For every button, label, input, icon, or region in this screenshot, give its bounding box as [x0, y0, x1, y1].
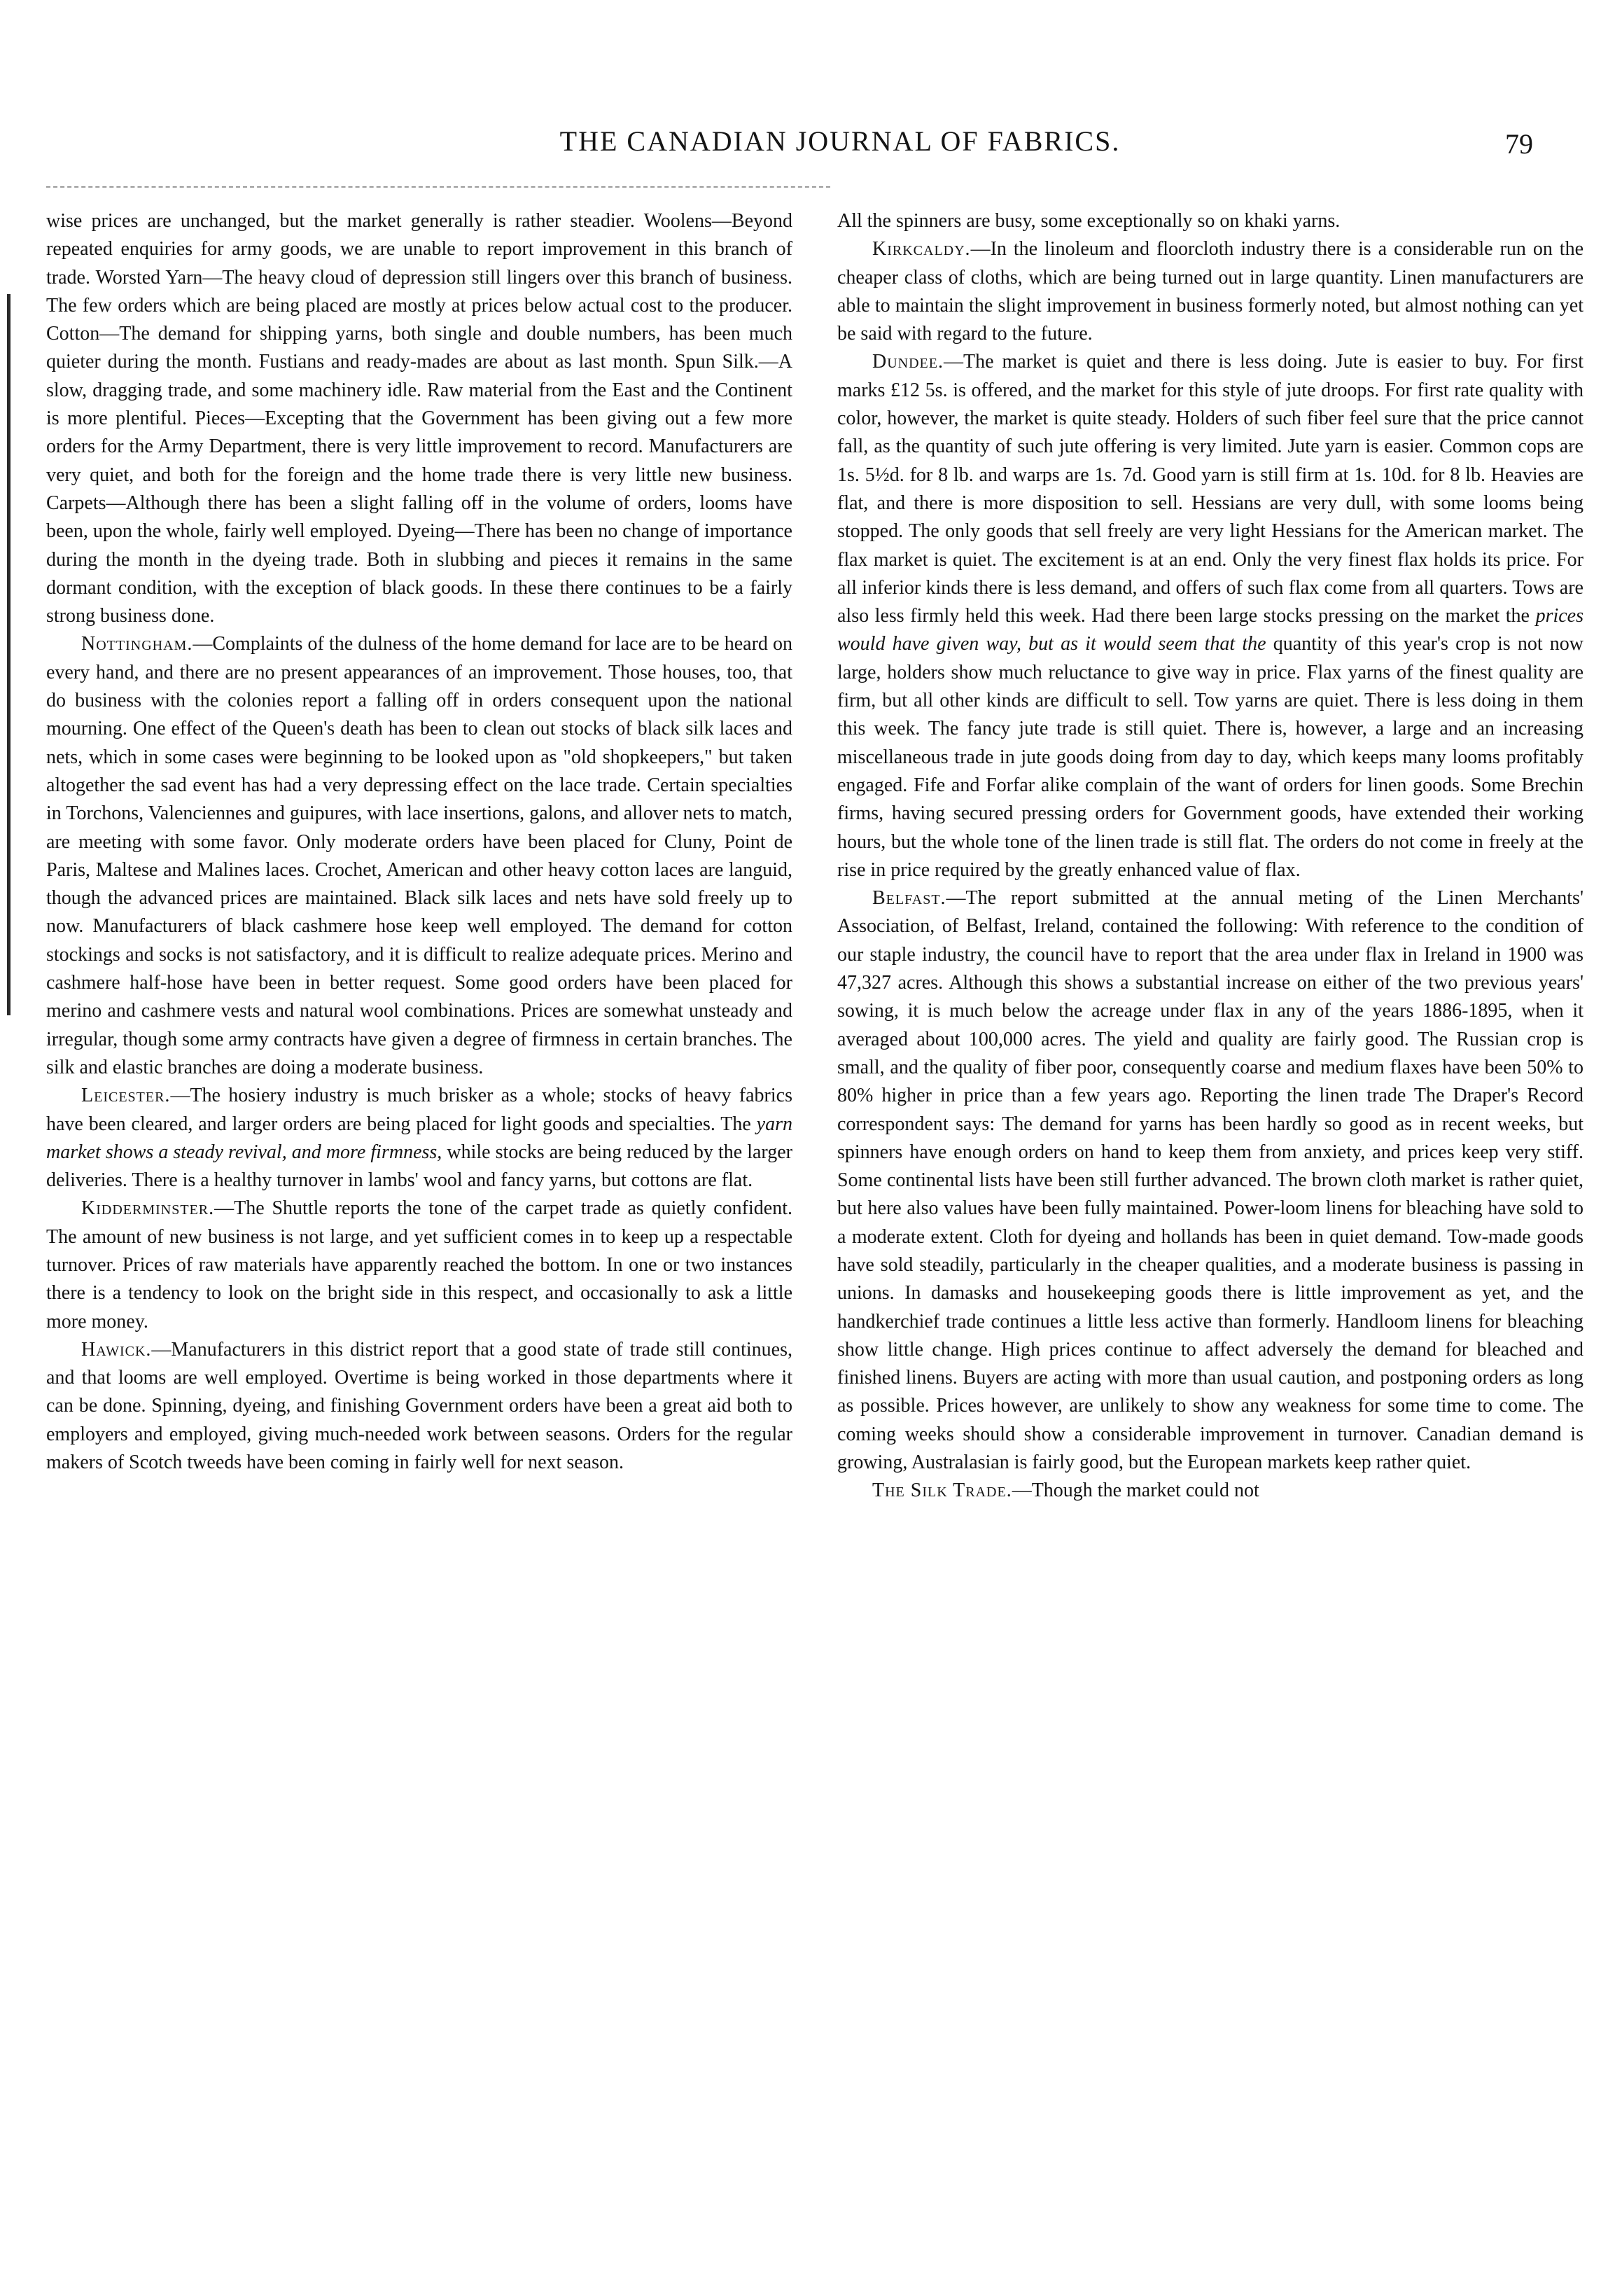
section-heading-nottingham: Nottingham.	[81, 633, 193, 655]
section-heading-leicester: Leicester.	[81, 1085, 171, 1107]
paragraph-italic: yarn market shows a steady revival, and more firmness,	[46, 1113, 792, 1163]
paragraph-kidderminster	[46, 1195, 792, 1335]
paragraph-body: —Though the market could not	[1012, 1480, 1259, 1502]
paragraph-hawick	[46, 1336, 792, 1477]
paragraph-italic: prices would have given way, but as it would seem that the	[837, 605, 1583, 655]
right-column	[837, 207, 1583, 2280]
paragraph-belfast	[837, 884, 1583, 1477]
header-rule	[46, 186, 830, 188]
paragraph-body: —The hosiery industry is much brisker as a whole; stocks of heavy fabrics have been cleared, and larger orders are being placed for light goods and specialties. The	[46, 1085, 792, 1135]
paragraph-body: —Complaints of the dulness of the home demand for lace are to be heard on every hand, and there are no present appearances of an improvement. Those houses, too, that do business with the colonies report a falling off in orders consequent upon the national mourning. One effect of the Queen's death has been to clean out stocks of black silk laces and nets, which in some cases were beginning to be looked upon as "old shopkeepers," but taken altogether the sad event has had a very depressing effect on the lace trade. Certain specialties in Torchons, Valenciennes and guipures, with lace insertions, galons, and allover nets to match, are meeting with some favor. Only moderate orders have been placed for Cluny, Point de Paris, Maltese and Malines laces. Crochet, American and other heavy cotton laces are languid, though the advanced prices are maintained. Black silk laces and nets have sold freely up to now. Manufacturers of black cashmere hose keep well employed. The demand for cotton stockings and socks is not satisfactory, and it is difficult to realize adequate prices. Merino and cashmere half-hose have been in better request. Some good orders have been placed for merino and cashmere vests and natural wool combinations. Prices are somewhat unsteady and irregular, though some army contracts have given a degree of firmness in certain branches. The silk and elastic branches are doing a moderate business.	[46, 633, 792, 1078]
paragraph-body: —In the linoleum and floorcloth industry there is a considerable run on the cheaper class of cloths, which are being turned out in large quantity. Linen manufacturers are able to maintain the slight improvement in business formerly noted, but almost nothing can yet be said with regard to the future.	[837, 238, 1583, 345]
section-heading-kirkcaldy: Kirkcaldy.	[872, 238, 971, 260]
paragraph-silk-trade	[837, 1477, 1583, 1505]
paragraph-body: —The report submitted at the annual meting of the Linen Merchants' Association, of Belfast, Ireland, contained the following: With reference to the condition of our staple industry, the council have to report that the area under flax in Ireland in 1900 was 47,327 acres. Although this shows a substantial increase on either of the two previous years' sowing, it is much below the acreage under flax in any of the years 1886-1895, when it averaged about 100,000 acres. The yield and quality are fairly good. The Russian crop is small, and the quality of fiber poor, consequently coarse and medium flaxes have been 50% to 80% higher in price than a few years ago. Reporting the linen trade The Draper's Record correspondent says: The demand for yarns has been hardly so good as in recent weeks, but spinners have enough orders on hand to keep them from anxiety, and prices keep very stiff. Some continental lists have been still further advanced. The brown cloth market is rather quiet, but here also values have been fully maintained. Power-loom linens for bleaching have sold to a moderate extent. Cloth for dyeing and hollands has been in quiet demand. Tow-made goods have sold steadily, particularly in the cheaper qualities, and a moderate business is passing in unions. In damasks and housekeeping goods there is little improvement as yet, and the handkerchief trade continues a little less active than formerly. Handloom linens for bleaching show little change. High prices continue to affect adversely the demand for bleached and finished linens. Buyers are acting with more than usual caution, and postponing orders as long as possible. Prices however, are unlikely to show any weakness for some time to come. The coming weeks should show a considerable improvement in turnover. Canadian demand is growing, Australasian is fairly good, but the European markets keep rather quiet.	[837, 887, 1583, 1474]
running-title: THE CANADIAN JOURNAL OF FABRICS.	[559, 125, 1121, 157]
section-heading-belfast: Belfast.	[872, 887, 946, 910]
paragraph-body: —The Shuttle reports the tone of the carpet trade as quietly confident. The amount of new business is not large, and yet sufficient comes in to keep up a respectable turnover. Prices of raw materials have apparently reached the bottom. In one or two instances there is a tendency to look on the bright side in this respect, and occasionally to ask a little more money.	[46, 1197, 792, 1333]
paragraph-nottingham	[46, 630, 792, 1082]
paragraph-body: quantity of this year's crop is not now large, holders show much reluctance to give way in price. Flax yarns of the finest quality are firm, but all other kinds are difficult to sell. Tow yarns are quiet. There is less doing in them this week. The fancy jute trade is still quiet. There is, however, a large and an increasing miscellaneous trade in jute goods doing from day to day, which keeps many looms profitably engaged. Fife and Forfar alike complain of the want of orders for linen goods. Some Brechin firms, having secured pressing orders for Government goods, have extended their working hours, but the whole tone of the linen trade is still flat. The orders do not come in freely at the rise in price required by the greatly enhanced value of flax.	[837, 633, 1583, 881]
paragraph-kirkcaldy	[837, 235, 1583, 348]
margin-mark	[7, 294, 11, 1015]
paragraph-continuation: All the spinners are busy, some exceptionally so on khaki yarns.	[837, 210, 1341, 232]
paragraph-dundee	[837, 348, 1583, 884]
paragraph-continuation: wise prices are unchanged, but the market generally is rather steadier. Woolens—Beyond repeated enquiries for army goods, we are unable to report improvement in this branch of trade. Worsted Yarn—The heavy cloud of depression still lingers over this branch of business. The few orders which are being placed are mostly at prices below actual cost to the producer. Cotton—The demand for shipping yarns, both single and double numbers, has been much quieter during the month. Fustians and ready-mades are about as last month. Spun Silk.—A slow, dragging trade, and some machinery idle. Raw material from the East and the Continent is more plentiful. Pieces—Excepting that the Government has been giving out a few more orders for the Army Department, there is very little improvement to record. Manufacturers are very quiet, and both for the foreign and the home trade there is very little new business. Carpets—Although there has been a slight falling off in the volume of orders, looms have been, upon the whole, fairly well employed. Dyeing—There has been no change of importance during the month in the dyeing trade. Both in slubbing and pieces it remains in the same dormant condition, with the exception of black goods. In these there continues to be a fairly strong business done.	[46, 210, 792, 627]
section-heading-hawick: Hawick.	[81, 1338, 152, 1361]
paragraph-body: —The market is quiet and there is less doing. Jute is easier to buy. For first marks £12 5s. is offered, and the market for this style of jute droops. For first rate quality with color, however, the market is quite steady. Holders of such fiber feel sure that the price cannot fall, as the quantity of such jute offering is very limited. Jute yarn is easier. Common cops are 1s. 5½d. for 8 lb. and warps are 1s. 7d. Good yarn is still firm at 1s. 10d. for 8 lb. Heavies are flat, and there is more disposition to sell. Hessians are very dull, with some looms being stopped. The only goods that sell freely are very light Hessians for the American market. The flax market is quiet. The excitement is at an end. Only the very finest flax holds its price. For all inferior kinds there is less demand, and offers of such flax come from all quarters. Tows are also less firmly held this week. Had there been large stocks pressing on the market the	[837, 351, 1583, 627]
page-number: 79	[1505, 128, 1533, 160]
section-heading-kidderminster: Kidderminster.	[81, 1197, 215, 1220]
paragraph-body: while stocks are being reduced by the larger deliveries. There is a healthy turnover in lambs' wool and fancy yarns, but cottons are flat.	[46, 1141, 792, 1192]
paragraph-body: —Manufacturers in this district report that a good state of trade still continues, and that looms are well employed. Overtime is being worked in those departments where it can be done. Spinning, dyeing, and finishing Government orders have been a great aid both to employers and employed, giving much-needed work between seasons. Orders for the regular makers of Scotch tweeds have been coming in fairly well for next season.	[46, 1338, 792, 1474]
section-heading-dundee: Dundee.	[872, 351, 944, 373]
page-header	[0, 125, 1615, 167]
section-heading-silk-trade: The Silk Trade.	[872, 1480, 1012, 1502]
left-column	[46, 207, 792, 2280]
paragraph-leicester	[46, 1082, 792, 1195]
